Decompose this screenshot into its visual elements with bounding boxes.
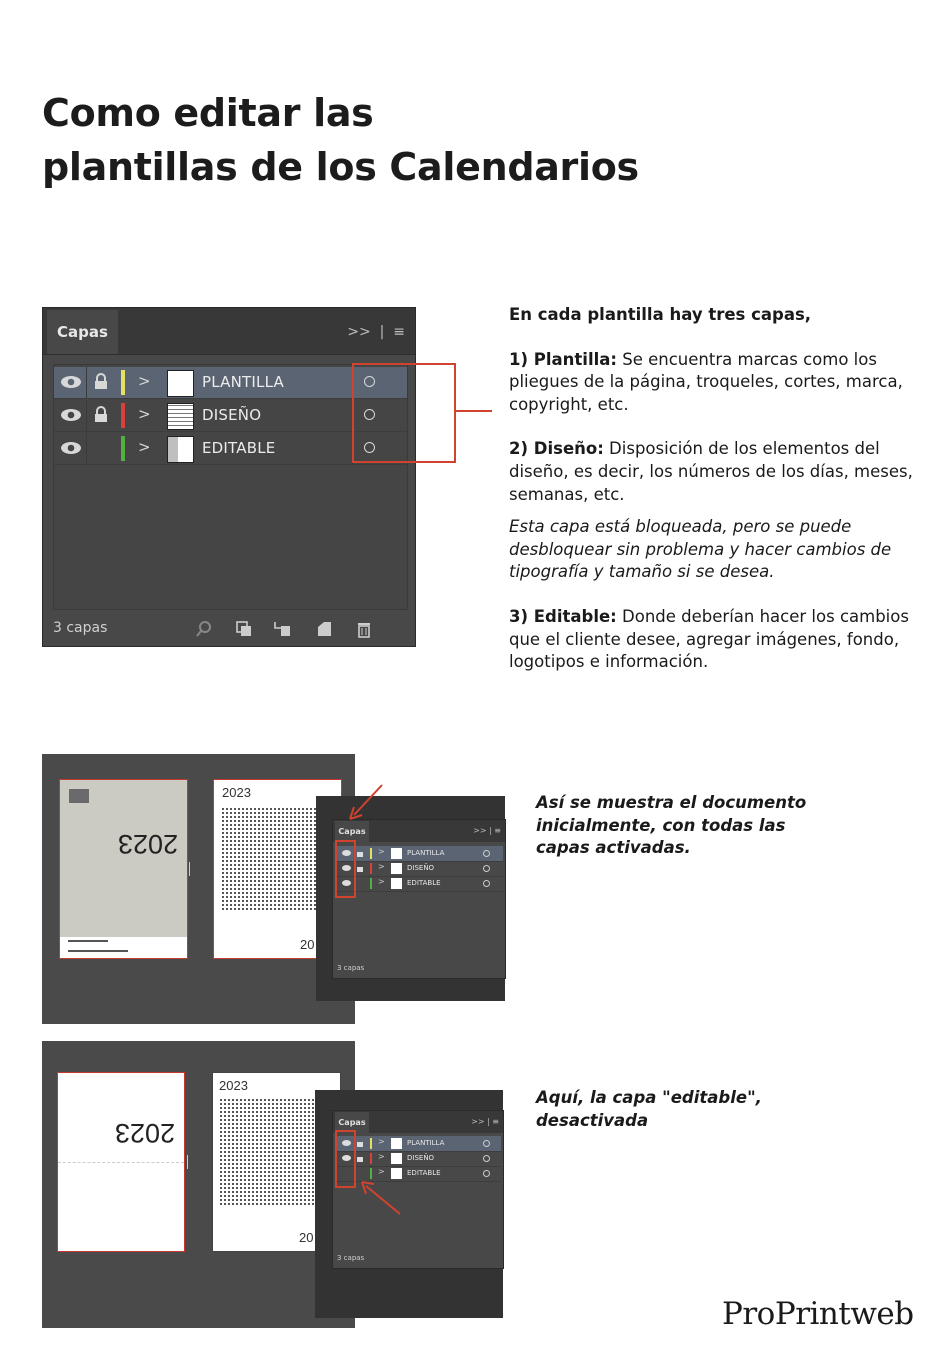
caption-all-layers: Así se muestra el documento inicialmente, con todas las capas activadas.	[536, 793, 807, 857]
year-partial: 20	[300, 937, 315, 952]
layer-name: PLANTILLA	[407, 1139, 445, 1147]
chevron-right-icon[interactable]: >	[138, 405, 151, 423]
chevron-right-icon[interactable]: >	[378, 847, 385, 856]
description	[509, 304, 924, 696]
target-circle-icon[interactable]	[483, 880, 490, 887]
panel-menu-icon[interactable]: >> | ≡	[347, 324, 405, 340]
year-label: 2023	[118, 829, 179, 859]
target-circle-icon[interactable]	[483, 1155, 490, 1162]
calendar-page-front	[57, 1072, 185, 1252]
layer-name: EDITABLE	[407, 1169, 441, 1177]
chevron-right-icon[interactable]: >	[378, 877, 385, 886]
chevron-right-icon[interactable]: >	[138, 438, 151, 456]
fold-marker	[187, 1155, 188, 1169]
layer3-label: 3) Editable:	[509, 606, 617, 626]
eye-icon[interactable]	[60, 440, 82, 456]
layer-name: DISEÑO	[202, 406, 262, 424]
panel-menu-icon[interactable]: >> | ≡	[473, 826, 501, 835]
clipping-mask-icon[interactable]	[235, 620, 253, 638]
new-sublayer-icon[interactable]	[273, 620, 291, 638]
layer1-text: Se encuentra marcas como los pliegues de la página, troqueles, cortes, marca, copyright, etc.	[509, 349, 903, 414]
layer2-label: 2) Diseño:	[509, 439, 604, 459]
arrow-icon	[358, 1178, 404, 1218]
layer-color-bar	[121, 403, 125, 428]
layer-color-bar	[370, 1153, 372, 1164]
eye-icon[interactable]	[60, 374, 82, 390]
intro-text: En cada plantilla hay tres capas,	[509, 305, 812, 324]
layers-panel-small	[332, 819, 506, 979]
layer-thumbnail	[391, 848, 402, 859]
lock-icon[interactable]	[357, 849, 363, 857]
layer3-text: Donde deberían hacer los cambios que el cliente desee, agregar imágenes, fondo, logotipos e información.	[509, 606, 909, 672]
layer-color-bar	[370, 878, 372, 889]
chevron-right-icon[interactable]: >	[138, 372, 151, 390]
eye-icon[interactable]	[60, 407, 82, 423]
screenshot-editable-off	[42, 1041, 355, 1328]
target-circle-icon[interactable]	[483, 865, 490, 872]
layer-row-diseno[interactable]	[337, 861, 503, 877]
tab-capas[interactable]: Capas	[47, 310, 118, 354]
layer-name: EDITABLE	[407, 879, 441, 887]
highlight-box-eyes	[335, 840, 356, 898]
layer-name: EDITABLE	[202, 439, 276, 457]
year-label: 2023	[219, 1078, 248, 1093]
layer2-text: Disposición de los elementos del diseño, es decir, los números de los días, meses, semanas, etc.	[509, 439, 913, 504]
layer-color-bar	[121, 436, 125, 461]
new-layer-icon[interactable]	[315, 620, 333, 638]
layer-color-bar	[370, 1138, 372, 1149]
footer-line	[68, 950, 128, 952]
highlight-box-eyes	[335, 1130, 356, 1188]
layer-row-diseno[interactable]	[337, 1151, 501, 1167]
layer2-note: Esta capa está bloqueada, pero se puede desbloquear sin problema y hacer cambios de tipografía y tamaño si se desea.	[509, 517, 892, 582]
panel-tab-bar	[43, 308, 415, 355]
layer-count: 3 capas	[337, 1254, 365, 1262]
divider	[86, 400, 87, 431]
target-circle-icon[interactable]	[483, 1140, 490, 1147]
footer-line	[68, 940, 108, 942]
page-title	[42, 86, 802, 194]
year-partial: 20	[299, 1230, 314, 1245]
layer-name: DISEÑO	[407, 864, 435, 872]
layer-row-plantilla[interactable]	[337, 1136, 501, 1152]
layer-color-bar	[370, 863, 372, 874]
layer-thumbnail	[391, 863, 402, 874]
trash-icon[interactable]	[355, 620, 373, 638]
target-circle-icon[interactable]	[483, 1170, 490, 1177]
calendar-page-front	[59, 779, 188, 959]
panel-menu-icon[interactable]: >> | ≡	[471, 1117, 499, 1126]
fold-line	[58, 1162, 184, 1163]
layer-name: PLANTILLA	[407, 849, 445, 857]
layer-row-editable[interactable]	[337, 876, 503, 892]
layer-thumbnail	[167, 403, 194, 430]
panel-tab-bar	[333, 1111, 503, 1133]
title-line-1: Como editar las	[42, 91, 374, 135]
callout-line	[454, 410, 492, 412]
chevron-right-icon[interactable]: >	[378, 862, 385, 871]
year-label: 2023	[115, 1118, 176, 1148]
layer-thumbnail	[167, 370, 194, 397]
layer-name: PLANTILLA	[202, 373, 284, 391]
lock-icon[interactable]	[357, 864, 363, 872]
caption-editable-off: Aquí, la capa "editable", desactivada	[536, 1088, 762, 1130]
title-line-2: plantillas de los Calendarios	[42, 145, 639, 189]
brand-logo: ProPrintweb	[722, 1296, 914, 1332]
divider	[86, 367, 87, 398]
highlight-box	[352, 363, 456, 463]
layer-color-bar	[121, 370, 125, 395]
chevron-right-icon[interactable]: >	[378, 1152, 385, 1161]
lock-icon[interactable]	[94, 406, 108, 423]
layer-row-plantilla[interactable]	[337, 846, 503, 862]
chevron-right-icon[interactable]: >	[378, 1137, 385, 1146]
layer-name: DISEÑO	[407, 1154, 435, 1162]
layer-count: 3 capas	[53, 620, 108, 636]
layers-panel	[42, 307, 416, 647]
panel-tab-bar	[333, 820, 505, 842]
calendar-grid	[220, 1097, 330, 1207]
layer-color-bar	[370, 848, 372, 859]
chevron-right-icon[interactable]: >	[378, 1167, 385, 1176]
screenshot-all-layers	[42, 754, 355, 1024]
layer-thumbnail	[391, 878, 402, 889]
layer-thumbnail	[391, 1153, 402, 1164]
fold-marker	[189, 862, 190, 876]
lock-icon[interactable]	[94, 373, 108, 390]
lock-icon[interactable]	[357, 1139, 363, 1147]
tab-capas[interactable]: Capas	[335, 1112, 369, 1133]
logo-placeholder	[69, 789, 89, 803]
panel-footer	[43, 612, 415, 646]
search-icon[interactable]	[195, 620, 213, 638]
layer-count: 3 capas	[337, 964, 365, 972]
layer1-label: 1) Plantilla:	[509, 349, 617, 369]
year-label: 2023	[222, 785, 251, 800]
target-circle-icon[interactable]	[483, 850, 490, 857]
divider	[86, 433, 87, 464]
arrow-icon	[346, 782, 386, 822]
layer-thumbnail	[391, 1138, 402, 1149]
lock-icon[interactable]	[357, 1154, 363, 1162]
layer-thumbnail	[167, 436, 194, 463]
tab-capas[interactable]: Capas	[335, 821, 369, 842]
